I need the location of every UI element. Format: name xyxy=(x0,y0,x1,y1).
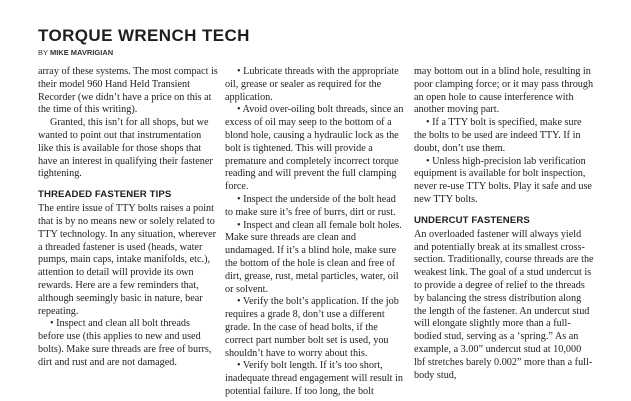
paragraph: may bottom out in a blind hole, resulting in poor clamping force; or it may pass through an open hole to cause interference with another moving part. xyxy=(414,66,594,116)
paragraph: An overloaded fastener will always yield and potentially break at its smallest cross-section. Traditionally, course threads are the weakest link. The goal of a stud undercut is to provide a degree of relief to the threads by balancing the stress distribution along the length of the fastener. An undercut stud will elongate slightly more than a full-bodied stud, serving as a ‘spring.” As an example, a 3.00” undercut stud at 10,000 lbf stretches barely 0.002” more than a full-body stud, xyxy=(414,228,594,381)
bullet-item: • Avoid over-oiling bolt threads, since an excess of oil may seep to the bottom of a blond hole, causing a hydraulic lock as the bolt is tightened. This will provide a premature and completely incorrect torque reading and will prevent the full clamping force. xyxy=(225,104,404,193)
bullet-item: • Verify bolt length. If it’s too short, inadequate thread engagement will result in potential failure. If too long, the bolt xyxy=(225,360,403,397)
column-3 xyxy=(414,66,594,400)
article-title: TORQUE WRENCH TECH xyxy=(38,26,250,45)
column-2 xyxy=(225,66,405,400)
section-heading-threaded-fastener-tips: THREADED FASTENER TIPS xyxy=(38,189,172,201)
author-name: MIKE MAVRIGIAN xyxy=(49,48,114,57)
column-1 xyxy=(38,66,218,400)
bullet-item: • Verify the bolt’s application. If the job requires a grade 8, don’t use a different grade. In the case of head bolts, if the correct part number bolt set is used, you shouldn’t have to worry about this. xyxy=(225,296,399,359)
byline-prefix: BY xyxy=(38,48,48,57)
paragraph: array of these systems. The most compact is their model 960 Hand Held Transient Recorder (we didn’t have a price on this at the time of this writing). xyxy=(38,66,218,116)
bullet-item: • Unless high-precision lab verification equipment is available for bolt inspection, never re-use TTY bolts. Play it safe and use new TTY bolts. xyxy=(414,155,592,205)
section-heading-undercut-fasteners: UNDERCUT FASTENERS xyxy=(414,214,530,226)
byline xyxy=(38,48,113,57)
paragraph: Granted, this isn’t for all shops, but we wanted to point out that instrumentation like this is available for those shops that have an interest in qualifying their fastener tightening. xyxy=(38,117,213,180)
paragraph: The entire issue of TTY bolts raises a point that is by no means new or solely related to TTY technology. In any situation, wherever a threaded fastener is used (heads, water pumps, main caps, intake manifolds, etc.), attention to detail will provide its own rewards. Here are a few reminders that, although seemingly basic in nature, bear repeating. xyxy=(38,203,217,317)
bullet-item: • If a TTY bolt is specified, make sure the bolts to be used are indeed TTY. If in doubt, don’t use them. xyxy=(414,117,582,154)
bullet-item: • Inspect and clean all bolt threads before use (this applies to new and used bolts). Make sure threads are free of burrs, dirt and rust and are not damaged. xyxy=(38,318,212,368)
bullet-item: • Lubricate threads with the appropriate oil, grease or sealer as required for the application. xyxy=(225,66,399,103)
bullet-item: • Inspect the underside of the bolt head to make sure it’s free of burrs, dirt or rust. xyxy=(225,193,396,218)
bullet-item: • Inspect and clean all female bolt holes. Make sure threads are clean and undamaged. If it’s a blind hole, make sure the bottom of the hole is clean and free of dirt, grease, rust, metal particles, water, oil or solvent. xyxy=(225,219,402,295)
